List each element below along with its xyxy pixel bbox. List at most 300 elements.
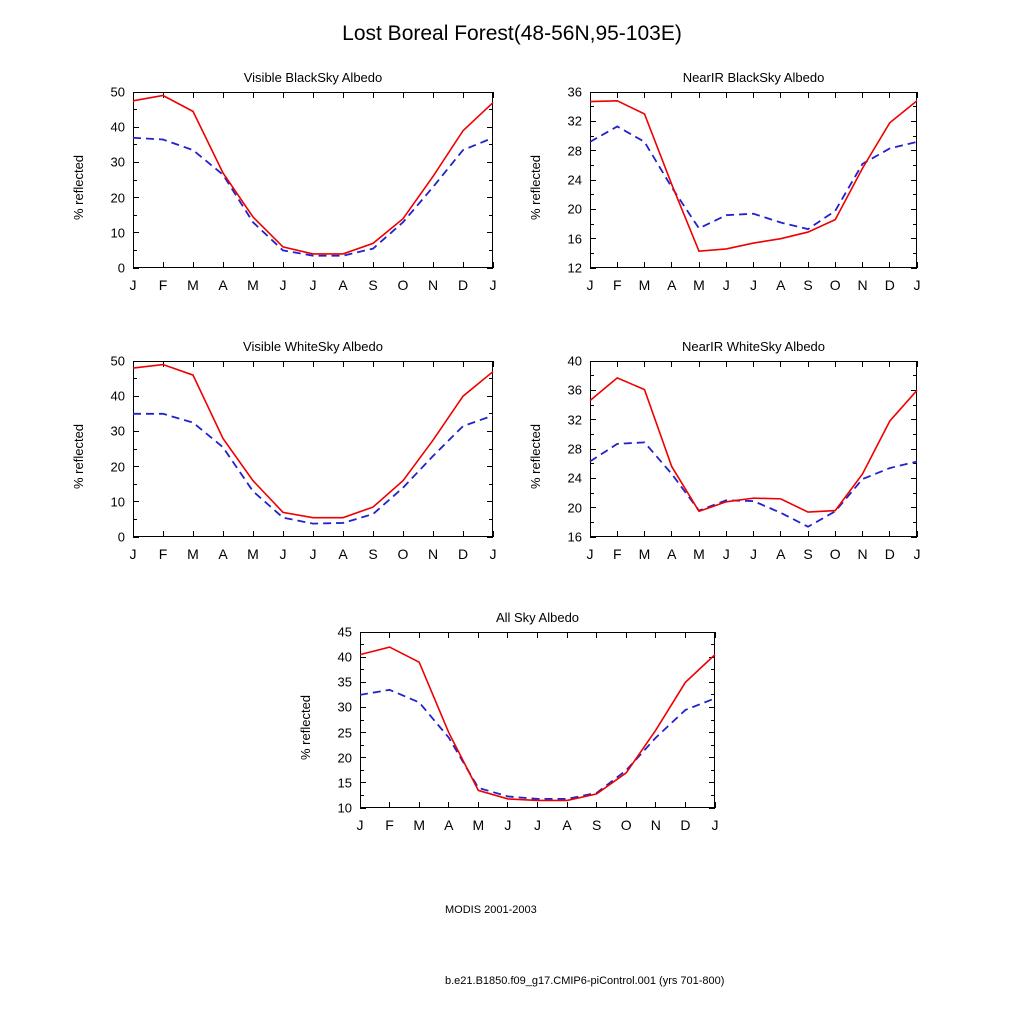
x-tick-mark [835,92,836,98]
y-tick-mark [709,707,715,708]
y-tick-mark [360,632,366,633]
y-tick-mark [360,682,366,683]
y-tick-label: 28 [567,441,582,457]
y-axis-label: % reflected [528,154,543,220]
plot-area [360,632,715,808]
x-tick-label: A [444,817,454,833]
y-tick-label: 12 [567,260,582,276]
x-tick-mark [403,531,404,537]
x-tick-mark [493,92,494,98]
x-tick-mark [699,262,700,268]
x-tick-label: M [247,546,259,562]
x-tick-label: A [776,546,786,562]
y-minor-tick-mark [133,484,137,485]
series-line-model [133,96,493,254]
x-tick-mark [253,361,254,367]
x-tick-label: J [489,277,497,293]
y-minor-tick-mark [590,493,594,494]
y-minor-tick-mark [133,413,137,414]
series-line-modis [590,442,917,526]
y-minor-tick-mark [133,215,137,216]
chart-title: Visible WhiteSky Albedo [243,339,383,354]
y-tick-mark [590,209,596,210]
x-tick-mark [617,531,618,537]
y-minor-tick-mark [913,405,917,406]
x-tick-mark [917,531,918,537]
x-tick-mark [537,802,538,808]
y-tick-mark [487,431,493,432]
x-tick-label: J [750,277,757,293]
y-minor-tick-mark [133,144,137,145]
plot-area [590,361,917,537]
x-tick-mark [780,531,781,537]
y-minor-tick-mark [360,669,364,670]
y-minor-tick-mark [913,194,917,195]
y-tick-mark [590,268,596,269]
x-tick-mark [644,92,645,98]
x-tick-mark [862,531,863,537]
y-minor-tick-mark [590,522,594,523]
x-tick-label: S [591,817,602,833]
y-minor-tick-mark [489,180,493,181]
x-tick-mark [917,262,918,268]
y-tick-mark [133,197,139,198]
x-tick-mark [133,361,134,367]
x-tick-label: D [457,277,469,293]
y-tick-mark [133,537,139,538]
x-tick-mark [917,361,918,367]
x-tick-mark [133,531,134,537]
x-tick-label: O [397,277,409,293]
y-tick-mark [911,478,917,479]
y-minor-tick-mark [489,250,493,251]
x-tick-label: M [187,277,199,293]
y-tick-mark [911,390,917,391]
y-tick-mark [590,92,596,93]
y-tick-label: 40 [110,119,125,135]
x-tick-label: J [722,277,730,293]
y-tick-mark [487,361,493,362]
y-minor-tick-mark [489,449,493,450]
y-tick-mark [487,232,493,233]
x-tick-label: J [309,277,317,293]
y-tick-label: 28 [567,143,582,159]
x-tick-label: J [489,546,497,562]
x-tick-mark [590,92,591,98]
y-minor-tick-mark [711,745,715,746]
y-minor-tick-mark [360,770,364,771]
y-minor-tick-mark [590,136,594,137]
x-tick-mark [567,632,568,638]
y-tick-label: 30 [110,423,125,439]
y-tick-mark [911,92,917,93]
y-minor-tick-mark [590,224,594,225]
x-tick-mark [478,802,479,808]
y-tick-mark [590,180,596,181]
x-tick-mark [590,531,591,537]
y-tick-label: 32 [567,113,582,129]
x-tick-label: A [667,546,677,562]
y-tick-mark [133,127,139,128]
x-tick-label: S [803,277,813,293]
x-tick-mark [433,531,434,537]
y-tick-label: 40 [567,353,582,369]
y-axis-label: % reflected [298,694,313,760]
x-tick-mark [889,531,890,537]
x-tick-mark [596,632,597,638]
y-tick-mark [709,632,715,633]
y-tick-mark [709,732,715,733]
x-tick-label: J [711,817,719,833]
x-tick-mark [753,262,754,268]
x-tick-label: J [504,817,512,833]
y-tick-mark [487,466,493,467]
x-tick-mark [343,531,344,537]
x-tick-label: N [427,277,439,293]
page-title: Lost Boreal Forest(48-56N,95-103E) [342,22,682,45]
series-line-model [360,647,715,800]
x-tick-mark [753,531,754,537]
series-line-modis [360,690,715,799]
x-tick-mark [478,632,479,638]
y-minor-tick-mark [913,165,917,166]
y-tick-label: 40 [337,649,352,665]
y-minor-tick-mark [360,745,364,746]
x-tick-mark [283,361,284,367]
series-line-modis [133,414,493,524]
series-line-model [133,365,493,518]
x-tick-mark [780,361,781,367]
legend-modis-label: MODIS 2001-2003 [445,904,537,916]
y-tick-label: 20 [110,190,125,206]
x-tick-mark [671,92,672,98]
x-tick-mark [313,92,314,98]
x-tick-mark [835,262,836,268]
y-minor-tick-mark [913,463,917,464]
y-tick-mark [590,449,596,450]
x-tick-label: A [218,277,228,293]
y-tick-label: 0 [117,529,125,545]
y-tick-mark [133,466,139,467]
x-tick-mark [617,92,618,98]
y-tick-mark [911,361,917,362]
y-minor-tick-mark [913,106,917,107]
y-tick-mark [911,449,917,450]
y-minor-tick-mark [913,493,917,494]
x-tick-label: S [368,546,378,562]
y-tick-label: 50 [110,84,125,100]
x-tick-mark [403,92,404,98]
x-tick-mark [373,361,374,367]
x-tick-mark [671,531,672,537]
x-tick-mark [685,632,686,638]
y-minor-tick-mark [590,463,594,464]
x-tick-mark [360,802,361,808]
x-tick-mark [389,632,390,638]
y-minor-tick-mark [590,165,594,166]
y-tick-mark [911,507,917,508]
x-tick-label: J [129,277,137,293]
y-minor-tick-mark [913,375,917,376]
x-tick-mark [493,531,494,537]
y-minor-tick-mark [711,720,715,721]
x-tick-mark [626,802,627,808]
x-tick-mark [163,92,164,98]
y-tick-mark [911,268,917,269]
series-line-modis [590,126,917,229]
x-tick-mark [507,632,508,638]
y-tick-mark [360,808,366,809]
y-tick-label: 25 [337,725,352,741]
y-minor-tick-mark [360,644,364,645]
y-tick-label: 20 [110,459,125,475]
x-tick-mark [780,262,781,268]
y-tick-mark [360,782,366,783]
x-tick-mark [373,92,374,98]
x-tick-mark [313,361,314,367]
y-minor-tick-mark [913,434,917,435]
y-tick-mark [133,361,139,362]
y-tick-mark [709,782,715,783]
x-tick-label: J [279,546,287,562]
x-tick-mark [343,361,344,367]
x-tick-mark [889,92,890,98]
x-tick-mark [343,262,344,268]
x-tick-mark [671,262,672,268]
x-tick-label: M [638,277,651,293]
y-tick-mark [709,657,715,658]
x-tick-mark [699,531,700,537]
x-tick-label: O [829,546,841,562]
y-tick-label: 10 [110,494,125,510]
x-tick-label: M [693,546,705,562]
y-tick-mark [590,507,596,508]
x-tick-mark [917,92,918,98]
x-tick-mark [726,92,727,98]
y-tick-label: 10 [110,225,125,241]
x-tick-label: S [368,277,378,293]
y-tick-label: 16 [567,529,582,545]
y-tick-mark [590,478,596,479]
y-tick-mark [911,419,917,420]
y-tick-mark [590,150,596,151]
x-tick-mark [596,802,597,808]
x-tick-mark [253,531,254,537]
y-minor-tick-mark [489,519,493,520]
x-tick-mark [253,262,254,268]
x-tick-mark [644,361,645,367]
y-minor-tick-mark [133,109,137,110]
y-minor-tick-mark [590,405,594,406]
y-minor-tick-mark [913,136,917,137]
series-line-model [590,101,917,251]
x-tick-mark [507,802,508,808]
x-tick-label: A [338,546,348,562]
x-tick-mark [253,92,254,98]
x-tick-label: F [612,277,622,293]
x-tick-label: D [884,277,895,293]
y-tick-label: 30 [337,699,352,715]
y-tick-mark [911,238,917,239]
legend-model-label: b.e21.B1850.f09_g17.CMIP6-piControl.001 (yrs 701-800) [445,975,725,987]
y-minor-tick-mark [590,434,594,435]
y-tick-mark [911,180,917,181]
x-tick-label: F [158,546,168,562]
x-tick-label: M [247,277,259,293]
x-tick-mark [283,531,284,537]
x-tick-mark [223,361,224,367]
y-tick-mark [360,732,366,733]
chart-title: All Sky Albedo [495,610,580,625]
x-tick-mark [808,92,809,98]
chart-title: Visible BlackSky Albedo [243,70,383,85]
y-tick-mark [133,501,139,502]
y-minor-tick-mark [913,253,917,254]
y-tick-label: 0 [117,260,125,276]
y-tick-mark [487,92,493,93]
x-tick-label: J [750,546,757,562]
y-tick-label: 30 [110,154,125,170]
chart-title: NearIR BlackSky Albedo [682,70,825,85]
x-tick-label: A [562,817,572,833]
x-tick-mark [373,531,374,537]
y-tick-mark [360,757,366,758]
x-tick-label: D [457,546,469,562]
y-minor-tick-mark [133,519,137,520]
y-tick-mark [487,162,493,163]
plot-area [133,92,493,268]
x-tick-label: J [722,546,730,562]
x-tick-mark [223,262,224,268]
x-tick-mark [808,361,809,367]
y-tick-mark [133,396,139,397]
y-tick-mark [487,127,493,128]
x-tick-mark [313,531,314,537]
x-tick-mark [193,262,194,268]
x-tick-label: O [829,277,841,293]
x-tick-mark [448,802,449,808]
y-minor-tick-mark [489,109,493,110]
x-tick-mark [726,531,727,537]
y-axis-label: % reflected [71,154,86,220]
x-tick-label: M [638,546,651,562]
x-tick-mark [567,802,568,808]
y-tick-mark [590,390,596,391]
x-tick-mark [419,632,420,638]
x-tick-mark [133,262,134,268]
x-tick-mark [590,262,591,268]
x-tick-mark [193,531,194,537]
y-tick-mark [911,209,917,210]
x-tick-mark [655,632,656,638]
y-minor-tick-mark [711,795,715,796]
x-tick-mark [617,361,618,367]
y-tick-mark [360,657,366,658]
x-tick-mark [448,632,449,638]
y-tick-mark [590,537,596,538]
y-tick-label: 32 [567,412,582,428]
x-tick-label: N [427,546,439,562]
x-tick-mark [133,92,134,98]
x-tick-mark [463,262,464,268]
x-tick-mark [780,92,781,98]
x-tick-mark [163,531,164,537]
y-tick-mark [487,537,493,538]
y-tick-mark [911,121,917,122]
y-tick-label: 36 [567,382,582,398]
x-tick-label: N [857,277,868,293]
x-tick-label: A [667,277,677,293]
y-tick-mark [709,757,715,758]
x-tick-mark [715,632,716,638]
y-minor-tick-mark [590,253,594,254]
y-tick-label: 20 [337,750,352,766]
y-tick-label: 24 [567,470,582,486]
x-tick-mark [685,802,686,808]
x-tick-mark [715,802,716,808]
x-tick-label: J [534,817,541,833]
x-tick-label: D [680,817,691,833]
x-tick-mark [699,361,700,367]
y-minor-tick-mark [711,694,715,695]
y-minor-tick-mark [489,413,493,414]
x-tick-label: F [612,546,622,562]
x-tick-mark [862,92,863,98]
series-line-modis [133,138,493,256]
y-tick-mark [911,150,917,151]
y-tick-label: 40 [110,388,125,404]
x-tick-mark [463,361,464,367]
x-tick-mark [283,262,284,268]
x-tick-mark [835,531,836,537]
series-line-model [590,378,917,512]
x-tick-mark [493,262,494,268]
y-tick-label: 45 [337,624,352,640]
x-tick-mark [163,361,164,367]
x-tick-label: N [650,817,661,833]
y-tick-mark [709,808,715,809]
x-tick-label: M [693,277,705,293]
x-tick-mark [373,262,374,268]
y-tick-mark [487,396,493,397]
y-tick-label: 10 [337,800,352,816]
y-tick-label: 24 [567,172,582,188]
x-tick-label: D [884,546,895,562]
x-tick-mark [313,262,314,268]
y-minor-tick-mark [360,795,364,796]
y-tick-mark [133,92,139,93]
y-tick-label: 15 [337,775,352,791]
y-tick-mark [133,232,139,233]
x-tick-label: F [385,817,394,833]
y-minor-tick-mark [133,378,137,379]
x-tick-mark [389,802,390,808]
y-minor-tick-mark [133,449,137,450]
y-minor-tick-mark [489,215,493,216]
y-axis-label: % reflected [528,423,543,489]
x-tick-label: M [187,546,199,562]
y-axis-label: % reflected [71,423,86,489]
x-tick-mark [644,262,645,268]
x-tick-label: A [776,277,786,293]
y-minor-tick-mark [489,144,493,145]
x-tick-mark [463,92,464,98]
y-minor-tick-mark [711,644,715,645]
y-tick-mark [487,268,493,269]
y-minor-tick-mark [489,484,493,485]
x-tick-label: M [413,817,425,833]
x-tick-label: O [397,546,409,562]
